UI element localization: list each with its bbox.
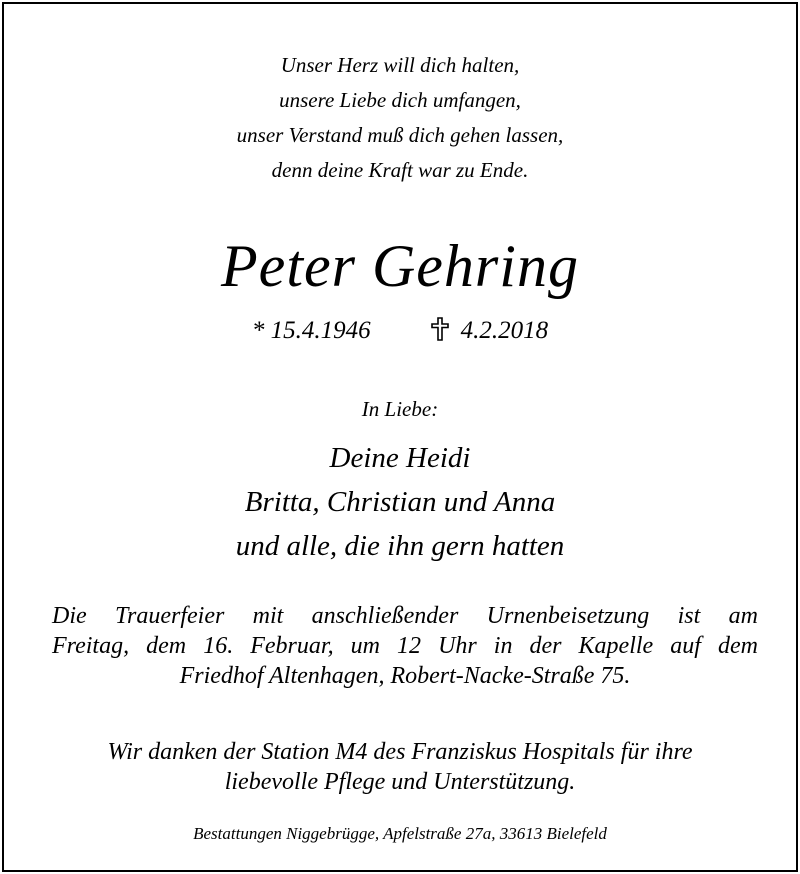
funeral-line: Friedhof Altenhagen, Robert-Nacke-Straße 75. [179, 663, 631, 689]
funeral-word: Die [52, 603, 87, 629]
funeral-word: 16. [203, 633, 234, 659]
verse-line: denn deine Kraft war zu Ende. [271, 158, 529, 182]
mourner-line: Deine Heidi [329, 442, 471, 474]
funeral-word: Trauerfeier [114, 603, 225, 629]
funeral-word: 12 [397, 633, 422, 659]
funeral-word: Kapelle [578, 633, 654, 659]
funeral-word: dem [717, 633, 758, 659]
verse-line: unser Verstand muß dich gehen lassen, [236, 123, 564, 147]
funeral-word: Freitag, [52, 633, 130, 659]
funeral-word: dem [146, 633, 187, 659]
verse-line: unsere Liebe dich umfangen, [279, 88, 521, 112]
deceased-name: Peter Gehring [221, 233, 579, 299]
funeral-word: mit [252, 603, 284, 629]
funeral-word: Februar, [250, 633, 334, 659]
funeral-word: auf [670, 633, 701, 659]
death-date: 4.2.2018 [460, 317, 549, 344]
thanks-line: Wir danken der Station M4 des Franziskus Hospitals für ihre [107, 739, 693, 765]
funeral-word: anschließender [311, 603, 459, 629]
mourner-line: und alle, die ihn gern hatten [235, 530, 565, 562]
funeral-word: Urnenbeisetzung [486, 603, 650, 629]
funeral-word: in [493, 633, 513, 659]
thanks-line: liebevolle Pflege und Unterstützung. [224, 769, 576, 795]
funeral-line [52, 601, 758, 631]
thanks-note [4, 737, 796, 797]
undertaker-address: Bestattungen Niggebrügge, Apfelstraße 27a, 33613 Bielefeld [193, 824, 607, 843]
funeral-word: der [529, 633, 562, 659]
birth-date: * 15.4.1946 [251, 317, 371, 344]
funeral-word: um [350, 633, 380, 659]
mourners-list [4, 436, 796, 568]
mourner-line: Britta, Christian und Anna [244, 486, 556, 518]
funeral-word: am [728, 603, 758, 629]
funeral-word: ist [677, 603, 701, 629]
cross-icon [429, 316, 451, 342]
verse-line: Unser Herz will dich halten, [280, 53, 520, 77]
funeral-details [52, 601, 758, 691]
funeral-line [52, 631, 758, 661]
obituary-notice [2, 2, 798, 872]
mourners-intro: In Liebe: [361, 397, 439, 421]
life-dates [4, 315, 796, 347]
memorial-verse [4, 48, 796, 188]
funeral-word: Uhr [438, 633, 477, 659]
